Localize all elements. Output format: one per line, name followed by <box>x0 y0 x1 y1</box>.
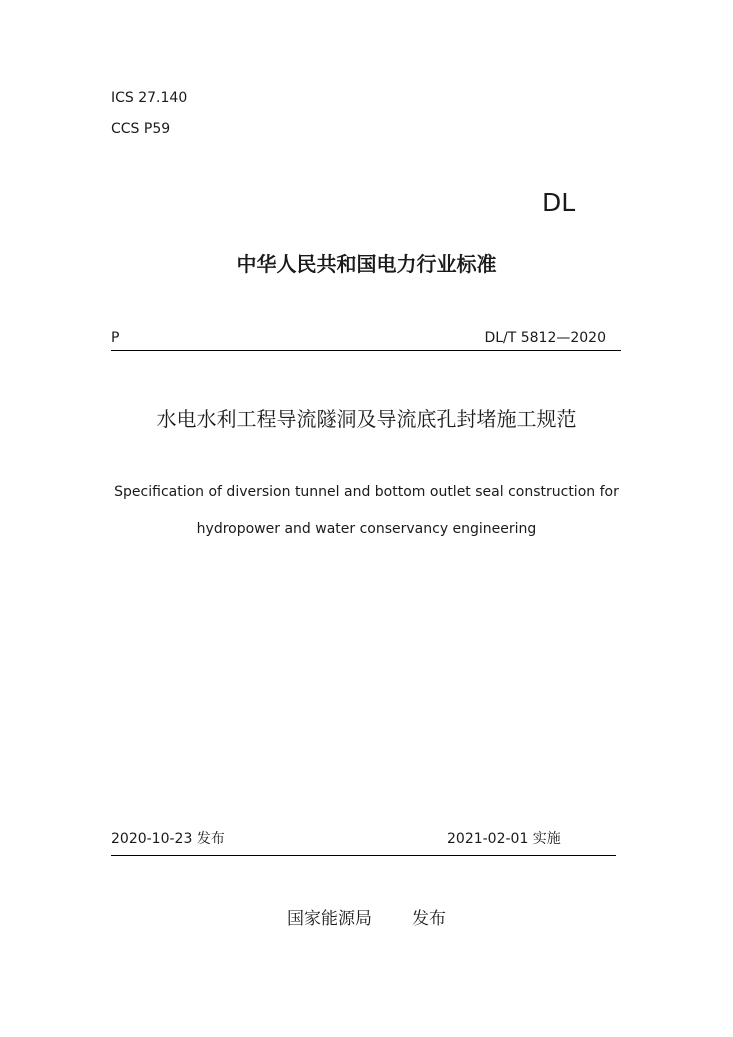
document-title-en-line2: hydropower and water conservancy engineering <box>196 521 537 537</box>
standard-number: DL/T 5812—2020 <box>484 330 606 346</box>
ics-code: ICS 27.140 <box>111 90 188 106</box>
document-title-en-line1: Specification of diversion tunnel and bottom outlet seal construction for <box>114 484 619 500</box>
implementation-date: 2021-02-01 实施 <box>447 831 561 847</box>
publisher-name: 国家能源局 <box>287 909 372 929</box>
issue-date: 2020-10-23 发布 <box>111 831 225 847</box>
document-title-zh: 水电水利工程导流隧洞及导流底孔封堵施工规范 <box>156 407 577 431</box>
publisher-action: 发布 <box>412 909 446 929</box>
classification-code: P <box>111 330 120 346</box>
standard-prefix: DL <box>542 188 576 217</box>
publisher-line <box>0 904 733 929</box>
footer-divider <box>111 855 616 856</box>
issuing-authority-title: 中华人民共和国电力行业标准 <box>236 252 497 276</box>
ccs-code: CCS P59 <box>111 121 171 137</box>
header-divider <box>111 350 621 351</box>
